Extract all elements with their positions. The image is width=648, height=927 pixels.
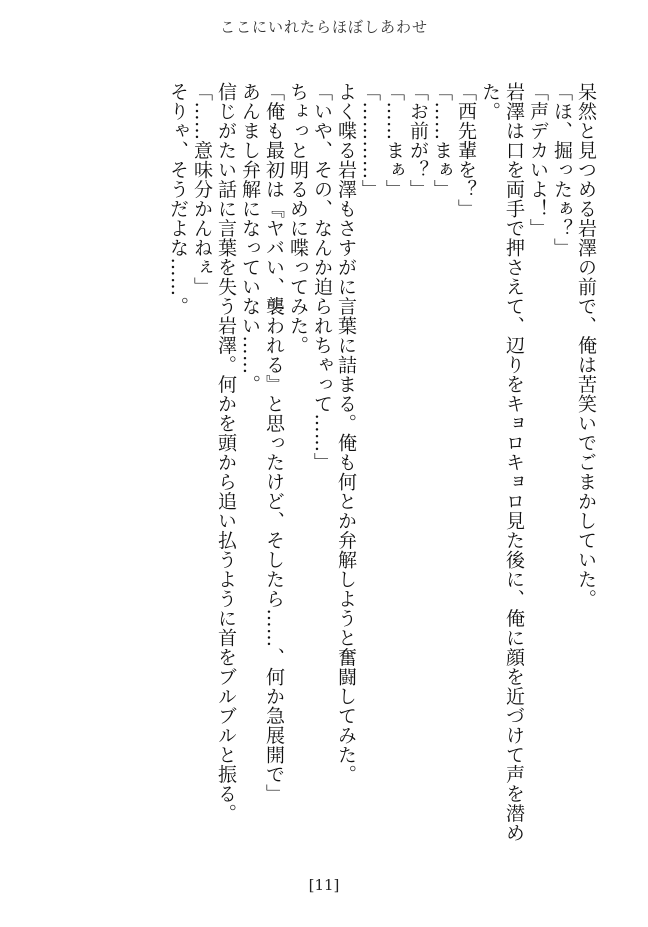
text-line: ちょっと明るめに喋ってみた。 bbox=[287, 82, 309, 355]
text-line: 「声デカいよ！」 bbox=[527, 82, 549, 238]
text-line: 岩澤は口を両手で押さえて、辺りをキョロキョロ見た後に、俺に顔を近づけて声を潜め bbox=[503, 82, 525, 843]
page-number: [11] bbox=[308, 876, 340, 894]
text-line: 「……意味分かんねぇ」 bbox=[191, 82, 213, 297]
text-line: 「…………」 bbox=[359, 82, 381, 199]
text-line: 「俺も最初は『ヤバい、襲われる』と思ったけど、そしたら……、何か急展開で」 bbox=[263, 82, 285, 804]
text-line: 呆然と見つめる岩澤の前で、俺は苦笑いでごまかしていた。 bbox=[575, 82, 597, 609]
text-line: 「ほ、掘ったぁ？」 bbox=[551, 82, 573, 258]
text-line: 「西先輩を？」 bbox=[455, 82, 477, 219]
text-line: 「……まぁ」 bbox=[431, 82, 453, 199]
text-line: よく喋る岩澤もさすがに言葉に詰まる。俺も何とか弁解しようと奮闘してみた。 bbox=[335, 82, 357, 784]
novel-text-body bbox=[164, 82, 596, 842]
page-title: ここにいれたらほぼしあわせ bbox=[219, 18, 428, 36]
text-line: 「いや、その、なんか迫られちゃって……」 bbox=[311, 82, 333, 472]
text-line: 「……まぁ」 bbox=[383, 82, 405, 199]
text-line: あんまし弁解になっていない……。 bbox=[239, 82, 261, 394]
text-line: た。 bbox=[479, 82, 501, 121]
text-line: 「お前が？」 bbox=[407, 82, 429, 199]
text-line: 信じがたい話に言葉を失う岩澤。何かを頭から追い払うように首をブルブルと振る。 bbox=[215, 82, 237, 823]
text-line: そりゃ、そうだよな……。 bbox=[167, 82, 189, 316]
